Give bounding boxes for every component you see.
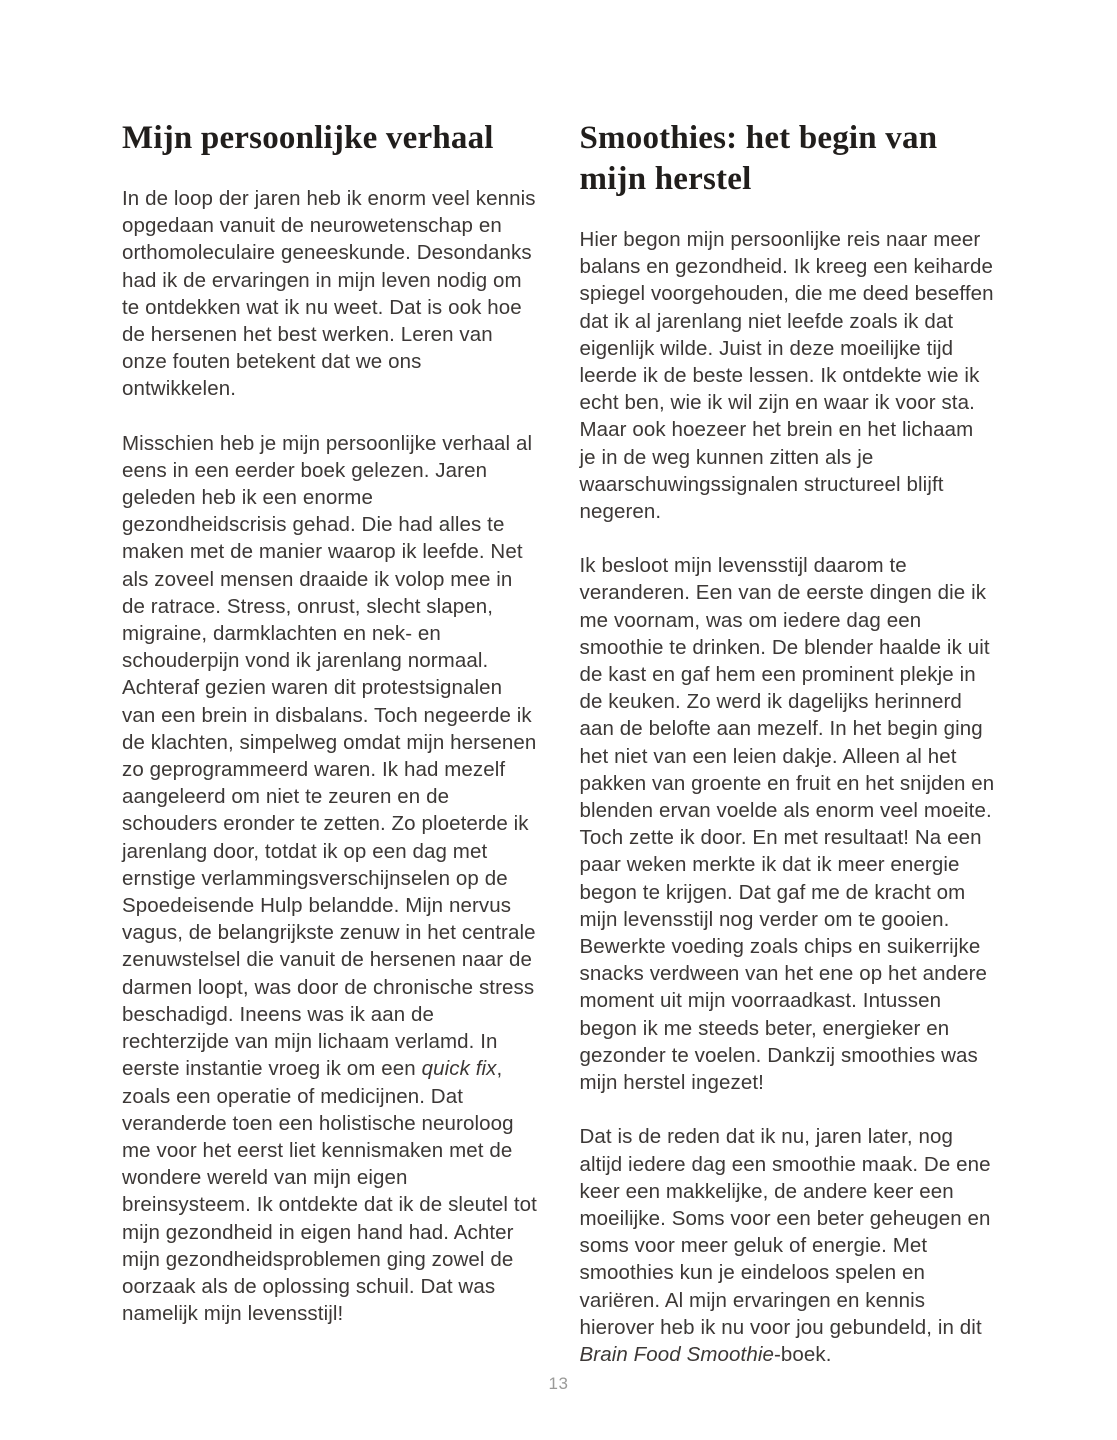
- italic-text-run: Brain Food Smoothie: [579, 1342, 774, 1366]
- right-column: [580, 118, 996, 1368]
- italic-text-run: quick fix: [421, 1057, 497, 1081]
- left-column: [122, 118, 538, 1368]
- right-column-body: [580, 226, 996, 1368]
- text-run: -boek.: [773, 1342, 832, 1366]
- text-run: Ik besloot mijn levensstijl daarom te veranderen. Een van de eerste dingen die ik me voornam, was om iedere dag een smoothie te drinken. De blender haalde ik uit de kast en gaf hem een prominent plekje in de keuken. Zo werd ik dagelijks herinnerd aan de belofte aan mezelf. In het begin ging het niet van een leien dakje. Alleen al het pakken van groente en fruit en het snijden en blenden ervan voelde als enorm veel moeite. Toch zette ik door. En met resultaat! Na een paar weken merkte ik dat ik meer energie begon te krijgen. Dat gaf me de kracht om mijn levensstijl nog verder om te gooien. Bewerkte voeding zoals chips en suikerrijke snacks verdween van het ene op het andere moment uit mijn voorraadkast. Intussen begon ik me steeds beter, energieker en gezonder te voelen. Dankzij smoothies was mijn herstel ingezet!: [579, 554, 995, 1095]
- paragraph: [580, 1123, 996, 1368]
- left-column-heading: Mijn persoonlijke verhaal: [122, 120, 494, 156]
- text-run: Dat is de reden dat ik nu, jaren later, nog altijd iedere dag een smoothie maak. De ene keer een makkelijke, de andere keer een moeilijke. Soms voor een beter geheugen en soms voor meer geluk of energie. Met smoothies kun je eindeloos spelen en variëren. Al mijn ervaringen en kennis hierover heb ik nu voor jou gebundeld, in dit: [579, 1125, 991, 1339]
- text-run: In de loop der jaren heb ik enorm veel kennis opgedaan vanuit de neurowetenschap en orthomoleculaire geneeskunde. Desondanks had ik de ervaringen in mijn leven nodig om te ontdekken wat ik nu weet. Dat is ook hoe de hersenen het best werken. Leren van onze fouten betekent dat we ons ontwikkelen.: [122, 187, 536, 401]
- paragraph: [122, 430, 538, 1328]
- page-number: 13: [548, 1374, 569, 1393]
- paragraph: [580, 226, 996, 525]
- right-column-heading: Smoothies: het begin van mijn herstel: [579, 120, 938, 197]
- text-run: Hier begon mijn persoonlijke reis naar meer balans en gezondheid. Ik kreeg een keiharde spiegel voorgehouden, die me deed beseffen dat ik al jarenlang niet leefde zoals ik dat eigenlijk wilde. Juist in deze moeilijke tijd leerde ik de beste lessen. Ik ontdekte wie ik echt ben, wie ik wil zijn en waar ik voor sta. Maar ook hoezeer het brein en het lichaam je in de weg kunnen zitten als je waarschuwingssignalen structureel blijft negeren.: [579, 228, 994, 524]
- paragraph: [122, 185, 538, 403]
- two-column-layout: [122, 118, 995, 1368]
- left-column-body: [122, 185, 538, 1327]
- text-run: Misschien heb je mijn persoonlijke verhaal al eens in een eerder boek gelezen. Jaren geleden heb ik een enorme gezondheidscrisis gehad. Die had alles te maken met de manier waarop ik leefde. Net als zoveel mensen draaide ik volop mee in de ratrace. Stress, onrust, slecht slapen, migraine, darmklachten en nek- en schouderpijn vond ik jarenlang normaal. Achteraf gezien waren dit protestsignalen van een brein in disbalans. Toch negeerde ik de klachten, simpelweg omdat mijn hersenen zo geprogrammeerd waren. Ik had mezelf aangeleerd om niet te zeuren en de schouders eronder te zetten. Zo ploeterde ik jarenlang door, totdat ik op een dag met ernstige verlammingsverschijnselen op de Spoedeisende Hulp belandde. Mijn nervus vagus, de belangrijkste zenuw in het centrale zenuwstelsel die vanuit de hersenen naar de darmen loopt, was door de chronische stress beschadigd. Ineens was ik aan de rechterzijde van mijn lichaam verlamd. In eerste instantie vroeg ik om een: [122, 431, 537, 1081]
- text-run: , zoals een operatie of medicijnen. Dat veranderde toen een holistische neuroloog me voor het eerst liet kennismaken met de wondere wereld van mijn eigen breinsysteem. Ik ontdekte dat ik de sleutel tot mijn gezondheid in eigen hand had. Achter mijn gezondheidsproblemen ging zowel de oorzaak als de oplossing schuil. Dat was namelijk mijn levensstijl!: [122, 1057, 537, 1326]
- paragraph: [580, 552, 996, 1096]
